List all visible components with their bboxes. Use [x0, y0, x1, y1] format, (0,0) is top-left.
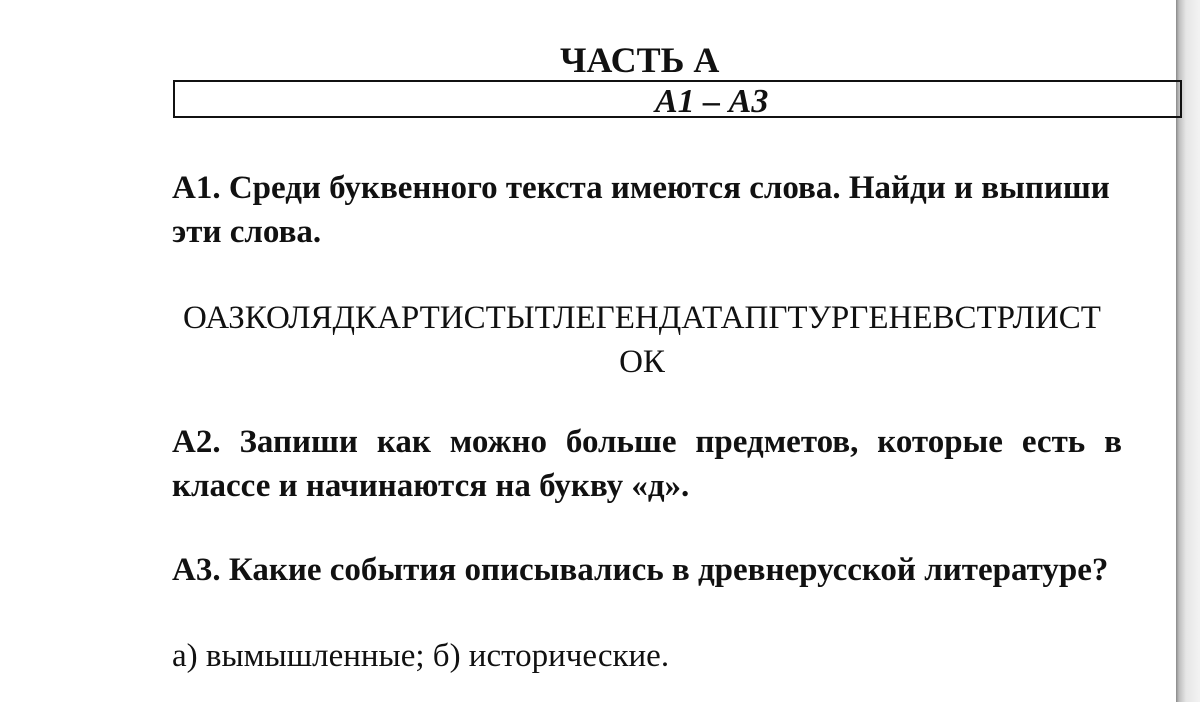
letter-sequence: ОАЗКОЛЯДКАРТИСТЫТЛЕГЕНДАТАПГТУРГЕНЕВСТРЛИСТОК	[183, 300, 1101, 380]
question-a1: А1. Среди буквенного текста имеются слова. Найди и выпиши эти слова.	[172, 170, 1110, 250]
part-title: ЧАСТЬ А	[560, 40, 720, 80]
question-a3: А3. Какие события описывались в древнерусской литературе?	[172, 552, 1109, 588]
question-a2: А2. Запиши как можно больше предметов, которые есть в классе и начинаются на букву «д».	[172, 424, 1122, 504]
answer-options: а) вымышленные; б) исторические.	[172, 638, 670, 674]
range-label: А1 – А3	[655, 83, 769, 120]
